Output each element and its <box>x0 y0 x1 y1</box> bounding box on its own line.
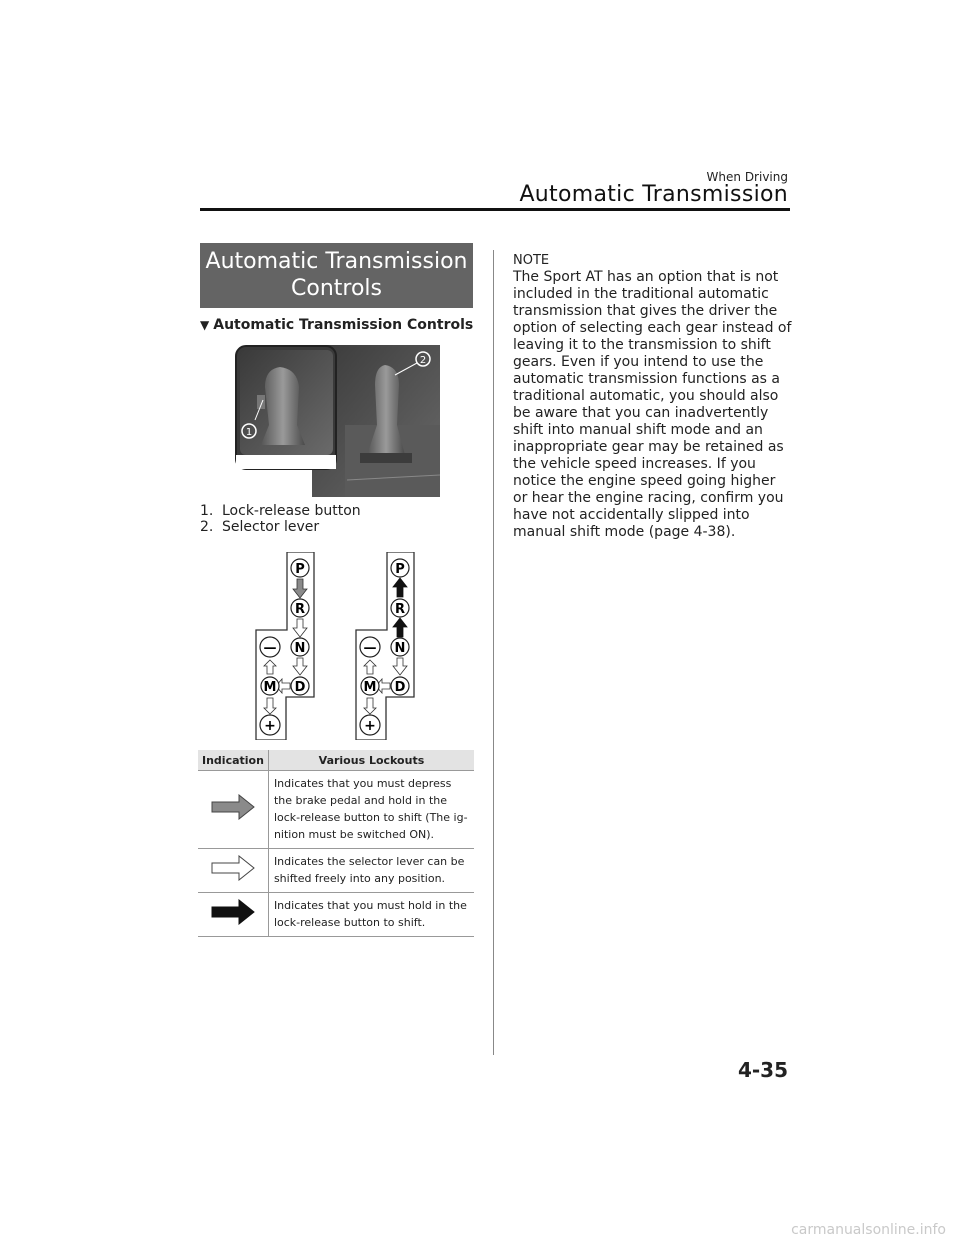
section-title-box: Automatic Transmission Controls <box>200 243 473 308</box>
column-divider <box>493 250 494 1055</box>
svg-text:N: N <box>294 641 306 656</box>
note-block <box>513 252 793 541</box>
svg-text:R: R <box>394 602 406 617</box>
svg-text:M: M <box>263 680 277 695</box>
svg-text:P: P <box>395 562 405 577</box>
callout-2-label: 2 <box>419 355 427 366</box>
header-title: Automatic Transmission <box>519 182 788 207</box>
svg-text:N: N <box>394 641 406 656</box>
svg-text:P: P <box>295 562 305 577</box>
svg-text:M: M <box>363 680 377 695</box>
lockout-description: Indicates the selector lever can be shifted freely into any position. <box>268 849 474 893</box>
gray-arrow-icon <box>211 794 255 820</box>
table-header-row <box>198 750 474 771</box>
svg-text:—: — <box>263 641 277 656</box>
svg-text:R: R <box>294 602 306 617</box>
svg-text:+: + <box>364 718 376 734</box>
lockout-table <box>198 750 474 937</box>
legend-item: 1. Lock-release button <box>200 503 361 519</box>
header-rule <box>200 208 790 211</box>
outline-arrow-icon <box>211 855 255 881</box>
legend-item: 2. Selector lever <box>200 519 320 535</box>
table-row <box>198 849 474 893</box>
svg-text:D: D <box>394 680 406 695</box>
svg-text:+: + <box>264 718 276 734</box>
black-arrow-icon <box>211 899 255 925</box>
triangle-marker-icon: ▼ <box>200 318 210 332</box>
note-label: NOTE <box>513 253 550 268</box>
note-text: The Sport AT has an option that is not included in the traditional automatic transmission that gives the driver the option of selecting each gear instead of leaving it to the transmission to shift gears. Even if you intend to use the automatic transmission functions as a traditional automatic, you should also be aware that you can inadvertently shift into manual shift mode and an inappropriate gear may be retained as the vehicle speed increases. If you notice the engine speed going higher or hear the engine racing, confirm you have not accidentally slipped into manual shift mode (page 4-38). <box>513 269 792 540</box>
table-row <box>198 771 474 849</box>
svg-text:D: D <box>294 680 306 695</box>
lockout-description: Indicates that you must depress the brake pedal and hold in the lock-release button to shift (The ig-nition must be switched ON). <box>268 771 474 849</box>
svg-text:—: — <box>363 641 377 656</box>
table-row <box>198 893 474 937</box>
page-number: 4-35 <box>737 1058 788 1082</box>
lockout-description: Indicates that you must hold in the lock-release button to shift. <box>268 893 474 937</box>
figure-legend <box>200 503 361 535</box>
column-header-indication: Indication <box>198 750 268 771</box>
column-header-lockouts: Various Lockouts <box>268 750 474 771</box>
callout-1-label: 1 <box>245 427 253 438</box>
shift-pattern-diagram <box>240 552 440 740</box>
header-section-label: When Driving <box>706 170 788 184</box>
selector-lever-photo <box>235 345 440 497</box>
subheading-text: Automatic Transmission Controls <box>213 317 474 333</box>
watermark: carmanualsonline.info <box>791 1222 946 1238</box>
subheading <box>200 317 473 333</box>
